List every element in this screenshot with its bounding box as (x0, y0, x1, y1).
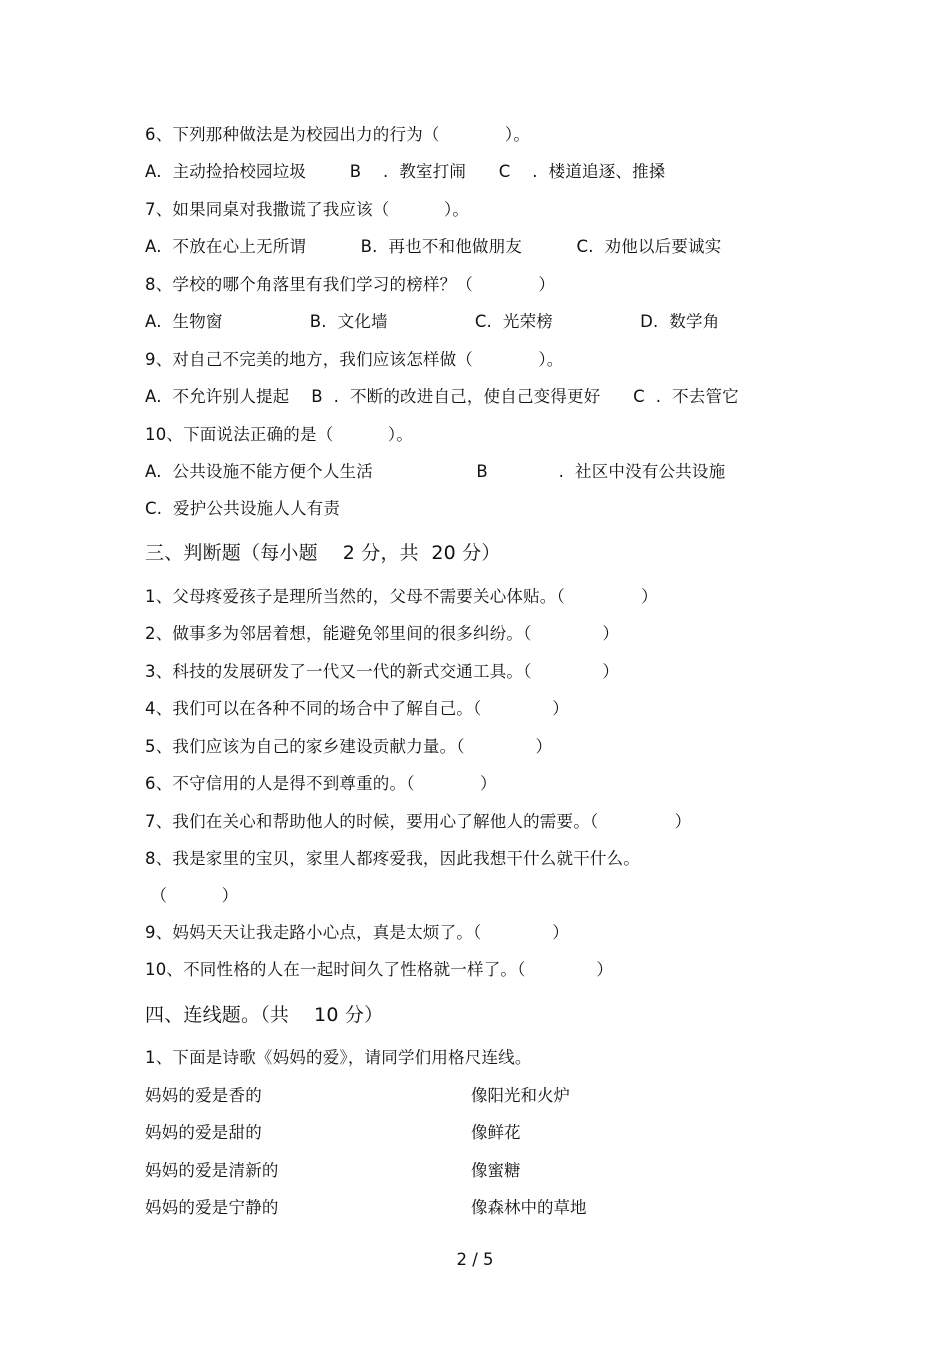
match-right-item: 像阳光和火炉 (471, 1086, 570, 1105)
match-right-item: 像鲜花 (471, 1123, 521, 1142)
match-left-item: 妈妈的爱是清新的 (145, 1161, 279, 1180)
question-10-options: A. 公共设施不能方便个人生活 B . 社区中没有公共设施 (145, 462, 726, 481)
judge-item: 8、我是家里的宝贝，家里人都疼爱我，因此我想干什么就干什么。 (145, 849, 640, 868)
match-right-item: 像蜜糖 (471, 1161, 521, 1180)
match-left-item: 妈妈的爱是宁静的 (145, 1198, 279, 1217)
question-8: 8、学校的哪个角落里有我们学习的榜样？（ ） (145, 275, 556, 294)
judge-item: 1、父母疼爱孩子是理所当然的，父母不需要关心体贴。（ ） (145, 587, 658, 606)
question-7-options: A. 不放在心上无所谓 B. 再也不和他做朋友 C. 劝他以后要诚实 (145, 237, 722, 256)
match-left-item: 妈妈的爱是香的 (145, 1086, 262, 1105)
page-number: 2 / 5 (456, 1250, 494, 1269)
section-title-match: 四、连线题。（共 10 分） (145, 1004, 384, 1026)
question-10-option-c: C. 爱护公共设施人人有责 (145, 499, 341, 518)
judge-item-answer-blank: （ ） (145, 886, 239, 905)
judge-item: 3、科技的发展研发了一代又一代的新式交通工具。（ ） (145, 662, 620, 681)
judge-item: 5、我们应该为自己的家乡建设贡献力量。（ ） (145, 737, 553, 756)
match-left-item: 妈妈的爱是甜的 (145, 1123, 262, 1142)
judge-item: 6、不守信用的人是得不到尊重的。（ ） (145, 774, 497, 793)
question-7: 7、如果同桌对我撒谎了我应该（ ）。 (145, 200, 470, 219)
judge-item: 9、妈妈天天让我走路小心点，真是太烦了。（ ） (145, 923, 569, 942)
judge-item: 10、不同性格的人在一起时间久了性格就一样了。（ ） (145, 960, 614, 979)
match-intro: 1、下面是诗歌《妈妈的爱》，请同学们用格尺连线。 (145, 1048, 532, 1067)
judge-item: 7、我们在关心和帮助他人的时候，要用心了解他人的需要。（ ） (145, 812, 692, 831)
judge-item: 4、我们可以在各种不同的场合中了解自己。（ ） (145, 699, 569, 718)
question-10: 10、下面说法正确的是（ ）。 (145, 425, 413, 444)
question-6-options: A. 主动捡拾校园垃圾 B . 教室打闹 C . 楼道追逐、推搡 (145, 162, 666, 181)
judge-item: 2、做事多为邻居着想，能避免邻里间的很多纠纷。（ ） (145, 624, 620, 643)
question-6: 6、下列那种做法是为校园出力的行为（ ）。 (145, 125, 531, 144)
question-9-options: A. 不允许别人提起 B . 不断的改进自己，使自己变得更好 C . 不去管它 (145, 387, 739, 406)
section-title-judge: 三、判断题（每小题 2 分，共 20 分） (145, 542, 501, 564)
question-8-options: A. 生物窗 B. 文化墙 C. 光荣榜 D. 数学角 (145, 312, 720, 331)
question-9: 9、对自己不完美的地方，我们应该怎样做（ ）。 (145, 350, 564, 369)
match-right-item: 像森林中的草地 (471, 1198, 587, 1217)
